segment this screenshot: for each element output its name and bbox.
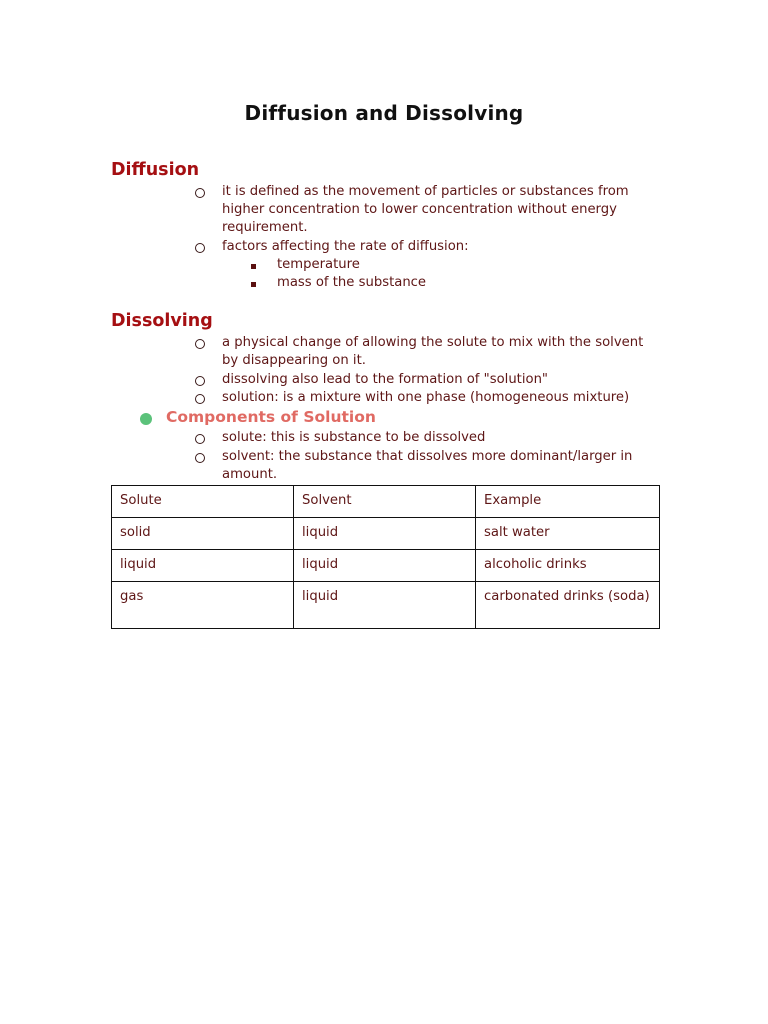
- table-cell: gas: [112, 582, 294, 629]
- table-row: [112, 582, 660, 629]
- page-title: Diffusion and Dissolving: [244, 101, 524, 125]
- solvent-definition: solvent: the substance that dissolves more dominant/larger in amount.: [222, 449, 633, 482]
- table-cell: liquid: [112, 550, 294, 582]
- circle-bullet-icon: [195, 243, 205, 253]
- header-solute: Solute: [112, 486, 294, 518]
- dissolving-heading: Dissolving: [111, 311, 213, 331]
- table-row: [112, 550, 660, 582]
- table-cell: liquid: [294, 518, 476, 550]
- solution-table: [111, 485, 660, 629]
- factor-item: temperature: [277, 257, 360, 272]
- solution-definition: solution: is a mixture with one phase (homogeneous mixture): [222, 390, 630, 405]
- circle-bullet-icon: [195, 394, 205, 404]
- table-cell: liquid: [294, 582, 476, 629]
- solute-definition: solute: this is substance to be dissolved: [222, 430, 486, 445]
- circle-bullet-icon: [195, 188, 205, 198]
- table-cell: alcoholic drinks: [476, 550, 660, 582]
- table-cell: liquid: [294, 550, 476, 582]
- green-bullet-icon: [140, 413, 152, 425]
- table-cell: carbonated drinks (soda): [476, 582, 660, 629]
- circle-bullet-icon: [195, 376, 205, 386]
- header-solvent: Solvent: [294, 486, 476, 518]
- table-header-row: [112, 486, 660, 518]
- diffusion-definition: it is defined as the movement of particles or substances from higher concentration to lower concentration without energy requirement.: [222, 184, 629, 235]
- dissolving-solution-formation: dissolving also lead to the formation of "solution": [222, 372, 548, 387]
- diffusion-factors-label: factors affecting the rate of diffusion:: [222, 239, 469, 254]
- factor-item: mass of the substance: [277, 275, 427, 290]
- table-cell: salt water: [476, 518, 660, 550]
- table-row: [112, 518, 660, 550]
- diffusion-heading: Diffusion: [111, 160, 200, 180]
- circle-bullet-icon: [195, 453, 205, 463]
- square-bullet-icon: [251, 264, 256, 269]
- header-example: Example: [476, 486, 660, 518]
- dissolving-definition: a physical change of allowing the solute to mix with the solvent by disappearing on it.: [222, 335, 644, 368]
- components-heading: Components of Solution: [166, 408, 376, 426]
- table-cell: solid: [112, 518, 294, 550]
- circle-bullet-icon: [195, 339, 205, 349]
- square-bullet-icon: [251, 282, 256, 287]
- circle-bullet-icon: [195, 434, 205, 444]
